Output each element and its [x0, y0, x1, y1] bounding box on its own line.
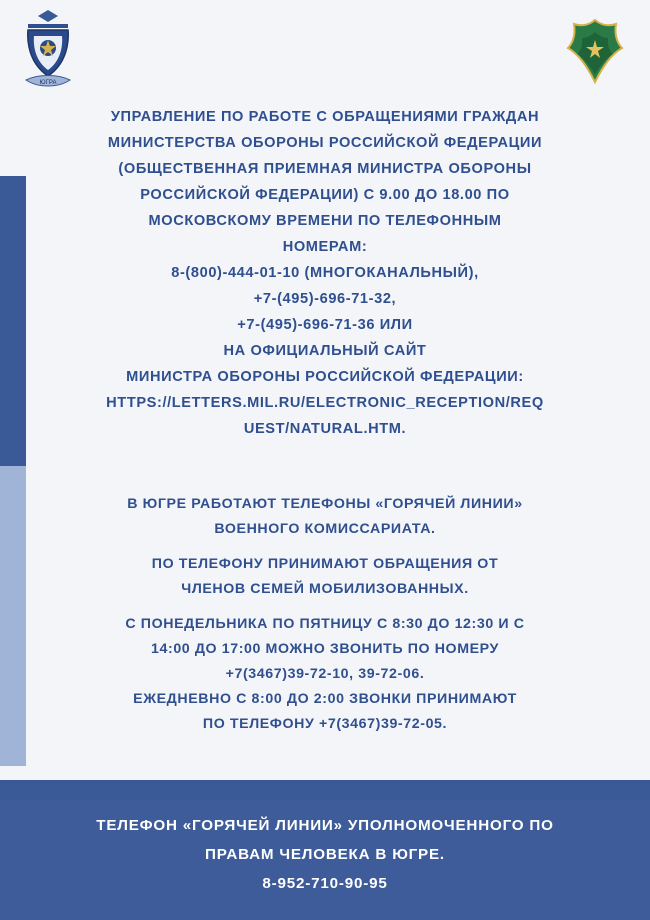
header-line: МОСКОВСКОМУ ВРЕМЕНИ ПО ТЕЛЕФОННЫМ [148, 213, 502, 229]
ombudsman-hotline-block [30, 811, 620, 898]
phone-multichannel: 8-(800)-444-01-10 (МНОГОКАНАЛЬНЫЙ), [171, 265, 479, 281]
commissariat-phones: +7(3467)39-72-10, 39-72-06. [225, 666, 425, 682]
header-line: РОССИЙСКОЙ ФЕДЕРАЦИИ) С 9.00 ДО 18.00 ПО [140, 187, 510, 203]
header-line: МИНИСТРА ОБОРОНЫ РОССИЙСКОЙ ФЕДЕРАЦИИ: [126, 369, 524, 385]
hotline-intro-line: В ЮГРЕ РАБОТАЮТ ТЕЛЕФОНЫ «ГОРЯЧЕЙ ЛИНИИ» [127, 496, 523, 512]
spacer [40, 602, 610, 612]
schedule-line: С ПОНЕДЕЛЬНИКА ПО ПЯТНИЦУ С 8:30 ДО 12:30 И С [125, 616, 525, 632]
hotline-intro-line: ВОЕННОГО КОМИССАРИАТА. [214, 521, 436, 537]
daily-schedule-line: ЕЖЕДНЕВНО С 8:00 ДО 2:00 ЗВОНКИ ПРИНИМАЮТ [133, 691, 517, 707]
svg-text:ЮГРА: ЮГРА [39, 80, 57, 86]
header-line: МИНИСТЕРСТВА ОБОРОНЫ РОССИЙСКОЙ ФЕДЕРАЦИИ [107, 135, 543, 151]
header-line: (ОБЩЕСТВЕННАЯ ПРИЕМНАЯ МИНИСТРА ОБОРОНЫ [118, 161, 532, 177]
decorative-bar-dark [0, 176, 26, 466]
header-line: НА ОФИЦИАЛЬНЫЙ САЙТ [223, 343, 427, 359]
official-site-url-part-2: UEST/NATURAL.HTM. [243, 421, 407, 437]
hotline-intro-block [40, 492, 610, 542]
daily-phone: ПО ТЕЛЕФОНУ +7(3467)39-72-05. [202, 716, 448, 732]
header-line: УПРАВЛЕНИЕ ПО РАБОТЕ С ОБРАЩЕНИЯМИ ГРАЖДАН [110, 109, 540, 125]
military-commissariat-block [40, 552, 610, 737]
ombudsman-line: ТЕЛЕФОН «ГОРЯЧЕЙ ЛИНИИ» УПОЛНОМОЧЕННОГО ПО [96, 817, 554, 834]
info-line: ПО ТЕЛЕФОНУ ПРИНИМАЮТ ОБРАЩЕНИЯ ОТ [151, 556, 499, 572]
phone-moscow-2: +7-(495)-696-71-36 ИЛИ [237, 317, 413, 333]
ministry-contact-block [40, 104, 610, 442]
russian-defence-ministry-emblem-icon [564, 16, 626, 88]
header-line: НОМЕРАМ: [282, 239, 368, 255]
decorative-bar-light [0, 466, 26, 766]
info-line: ЧЛЕНОВ СЕМЕЙ МОБИЛИЗОВАННЫХ. [181, 581, 469, 597]
phone-moscow-1: +7-(495)-696-71-32, [253, 291, 397, 307]
official-site-url-part-1: HTTPS://LETTERS.MIL.RU/ELECTRONIC_RECEPTION/REQ [106, 395, 544, 411]
ombudsman-line: ПРАВАМ ЧЕЛОВЕКА В ЮГРЕ. [205, 846, 445, 863]
schedule-line: 14:00 ДО 17:00 МОЖНО ЗВОНИТЬ ПО НОМЕРУ [151, 641, 499, 657]
khanty-mansi-okrug-coat-of-arms-icon [14, 8, 82, 100]
ombudsman-phone: 8-952-710-90-95 [262, 875, 388, 892]
